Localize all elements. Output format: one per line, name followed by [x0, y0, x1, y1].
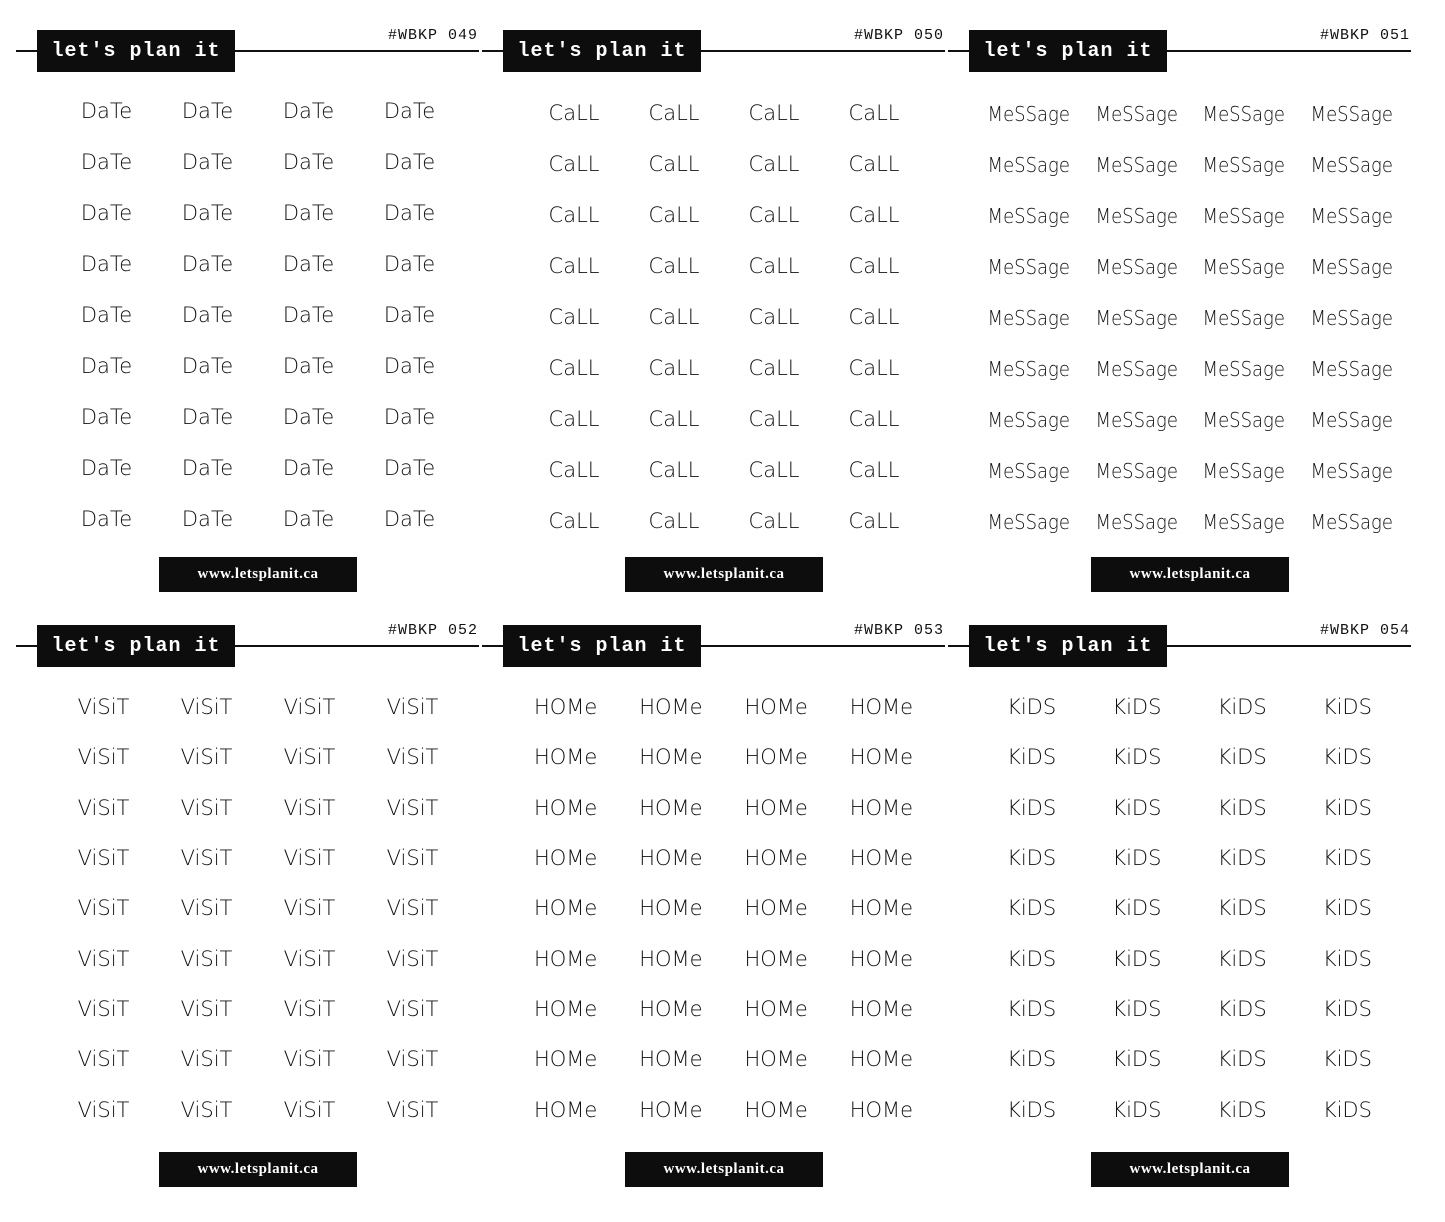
sticker-word: ViSiT	[77, 695, 130, 720]
sticker-word: DaTe	[383, 200, 436, 225]
sticker-word: DaTe	[80, 302, 133, 327]
sticker-word: HOMe	[533, 1097, 598, 1122]
sticker-word: MeSSage	[1095, 407, 1178, 432]
sticker-word: KiDS	[1007, 896, 1057, 921]
sticker-word: MeSSage	[987, 356, 1070, 381]
sticker-word: ViSiT	[386, 946, 439, 971]
sticker-word: MeSSage	[1310, 356, 1393, 381]
website-label: www.letsplanit.ca	[1091, 1152, 1289, 1187]
sticker-word: CaLL	[548, 457, 600, 482]
sticker-grid	[979, 682, 1400, 1135]
sticker-word: KiDS	[1112, 896, 1162, 921]
sticker-word: CaLL	[548, 304, 600, 329]
sticker-word: KiDS	[1112, 946, 1162, 971]
sticker-word: HOMe	[849, 745, 914, 770]
sheet-code: #WBKP 053	[853, 622, 944, 639]
brand-label: let's plan it	[37, 30, 235, 72]
sticker-word: MeSSage	[1095, 254, 1178, 279]
sticker-word: HOMe	[744, 846, 808, 871]
sticker-word: ViSiT	[283, 896, 336, 921]
sticker-word: CaLL	[548, 406, 600, 431]
sticker-word: KiDS	[1112, 996, 1162, 1021]
sticker-word: ViSiT	[77, 795, 130, 820]
sticker-word: KiDS	[1217, 745, 1267, 770]
sticker-word: MeSSage	[987, 509, 1070, 534]
sticker-word: HOMe	[849, 795, 914, 820]
sticker-grid	[56, 85, 460, 544]
sticker-word: KiDS	[1112, 1097, 1162, 1122]
sticker-word: DaTe	[181, 455, 234, 480]
sticker-word: CaLL	[748, 304, 800, 329]
sticker-word: ViSiT	[180, 946, 233, 971]
sticker-sheet-049	[26, 27, 496, 625]
sticker-word: MeSSage	[1202, 509, 1285, 534]
sheet-code: #WBKP 049	[387, 27, 478, 44]
sticker-word: HOMe	[533, 695, 598, 720]
sticker-word: KiDS	[1322, 1097, 1372, 1122]
sticker-word: CaLL	[548, 508, 600, 533]
sticker-word: ViSiT	[77, 896, 130, 921]
sticker-word: ViSiT	[77, 946, 130, 971]
sticker-word: DaTe	[282, 200, 335, 225]
sticker-word: DaTe	[181, 506, 234, 531]
sticker-word: DaTe	[383, 455, 436, 480]
sticker-word: ViSiT	[283, 1097, 336, 1122]
sticker-word: DaTe	[383, 353, 436, 378]
sticker-word: MeSSage	[1310, 458, 1393, 483]
sticker-word: MeSSage	[1095, 305, 1178, 330]
sticker-word: KiDS	[1112, 745, 1162, 770]
sticker-word: HOMe	[744, 745, 808, 770]
sticker-word: ViSiT	[386, 846, 439, 871]
sticker-word: KiDS	[1322, 896, 1372, 921]
sticker-word: DaTe	[383, 302, 436, 327]
sticker-word: KiDS	[1322, 996, 1372, 1021]
sticker-word: HOMe	[533, 1047, 598, 1072]
sticker-word: MeSSage	[1202, 305, 1285, 330]
sticker-word: ViSiT	[77, 996, 130, 1021]
sticker-word: DaTe	[80, 404, 133, 429]
sticker-word: CaLL	[548, 202, 600, 227]
sticker-word: HOMe	[533, 946, 598, 971]
sticker-word: DaTe	[282, 506, 335, 531]
sticker-word: CaLL	[848, 304, 900, 329]
sticker-word: MeSSage	[1202, 254, 1285, 279]
sticker-word: CaLL	[548, 253, 600, 278]
sticker-word: ViSiT	[180, 745, 233, 770]
sticker-grid	[524, 87, 924, 546]
sticker-word: MeSSage	[1202, 152, 1285, 177]
sticker-word: MeSSage	[1095, 458, 1178, 483]
sticker-word: DaTe	[181, 353, 234, 378]
sticker-grid	[52, 682, 464, 1135]
sticker-word: CaLL	[648, 355, 700, 380]
sticker-word: KiDS	[1217, 996, 1267, 1021]
sticker-word: KiDS	[1007, 946, 1057, 971]
sticker-word: ViSiT	[283, 1047, 336, 1072]
sticker-word: HOMe	[849, 846, 914, 871]
website-label: www.letsplanit.ca	[1091, 557, 1289, 592]
sticker-sheet-053	[492, 622, 962, 1220]
sticker-word: KiDS	[1007, 695, 1057, 720]
sticker-word: MeSSage	[1310, 101, 1393, 126]
sticker-word: KiDS	[1322, 1047, 1372, 1072]
sticker-word: KiDS	[1322, 795, 1372, 820]
sticker-word: KiDS	[1217, 1097, 1267, 1122]
sticker-word: MeSSage	[987, 152, 1070, 177]
sticker-word: ViSiT	[180, 846, 233, 871]
sticker-word: HOMe	[639, 795, 703, 820]
sticker-word: KiDS	[1322, 695, 1372, 720]
sticker-word: CaLL	[848, 253, 900, 278]
sticker-grid	[513, 682, 934, 1135]
sticker-word: CaLL	[648, 457, 700, 482]
sticker-word: CaLL	[748, 406, 800, 431]
sticker-word: MeSSage	[1095, 509, 1178, 534]
sticker-word: ViSiT	[180, 896, 233, 921]
sticker-word: MeSSage	[987, 458, 1070, 483]
brand-label: let's plan it	[503, 625, 701, 667]
sticker-word: MeSSage	[1095, 152, 1178, 177]
sticker-word: ViSiT	[180, 1047, 233, 1072]
sticker-word: HOMe	[639, 1097, 703, 1122]
sticker-word: DaTe	[282, 251, 335, 276]
sticker-word: DaTe	[383, 506, 436, 531]
sticker-word: ViSiT	[386, 695, 439, 720]
brand-label: let's plan it	[503, 30, 701, 72]
sticker-word: KiDS	[1007, 1047, 1057, 1072]
sticker-sheet-051	[958, 27, 1428, 625]
sticker-word: HOMe	[744, 946, 808, 971]
sticker-word: CaLL	[548, 355, 600, 380]
sticker-word: DaTe	[383, 149, 436, 174]
sticker-word: HOMe	[533, 896, 598, 921]
brand-label: let's plan it	[969, 625, 1167, 667]
sticker-word: DaTe	[282, 149, 335, 174]
sticker-word: CaLL	[848, 508, 900, 533]
sticker-word: DaTe	[383, 404, 436, 429]
sticker-word: DaTe	[181, 404, 234, 429]
sticker-word: MeSSage	[987, 203, 1070, 228]
sticker-word: HOMe	[849, 695, 914, 720]
sticker-word: CaLL	[648, 253, 700, 278]
sticker-word: KiDS	[1217, 1047, 1267, 1072]
sticker-word: KiDS	[1112, 695, 1162, 720]
sticker-word: KiDS	[1007, 795, 1057, 820]
sheet-code: #WBKP 052	[387, 622, 478, 639]
sticker-word: CaLL	[848, 406, 900, 431]
sticker-word: CaLL	[748, 253, 800, 278]
sheet-code: #WBKP 050	[853, 27, 944, 44]
sticker-word: HOMe	[639, 996, 703, 1021]
sticker-word: CaLL	[648, 406, 700, 431]
sticker-word: KiDS	[1112, 846, 1162, 871]
sticker-word: ViSiT	[77, 1047, 130, 1072]
sticker-word: CaLL	[648, 202, 700, 227]
sticker-word: KiDS	[1112, 795, 1162, 820]
sticker-word: KiDS	[1322, 745, 1372, 770]
sticker-word: KiDS	[1217, 695, 1267, 720]
sticker-word: ViSiT	[283, 846, 336, 871]
sticker-word: HOMe	[639, 896, 703, 921]
sticker-word: DaTe	[282, 302, 335, 327]
sticker-word: HOMe	[849, 1097, 914, 1122]
sticker-word: DaTe	[80, 251, 133, 276]
sticker-word: MeSSage	[1202, 356, 1285, 381]
sticker-word: DaTe	[282, 353, 335, 378]
sticker-word: KiDS	[1217, 946, 1267, 971]
sticker-word: DaTe	[80, 506, 133, 531]
sticker-word: ViSiT	[283, 745, 336, 770]
sticker-word: KiDS	[1322, 946, 1372, 971]
sticker-word: ViSiT	[283, 996, 336, 1021]
sticker-word: CaLL	[848, 151, 900, 176]
brand-label: let's plan it	[37, 625, 235, 667]
sticker-word: DaTe	[181, 200, 234, 225]
sticker-word: HOMe	[744, 795, 808, 820]
sticker-word: ViSiT	[386, 996, 439, 1021]
sticker-word: CaLL	[848, 355, 900, 380]
sticker-word: CaLL	[748, 457, 800, 482]
website-label: www.letsplanit.ca	[159, 557, 357, 592]
sticker-word: DaTe	[383, 251, 436, 276]
sticker-word: HOMe	[744, 896, 808, 921]
sticker-word: HOMe	[849, 896, 914, 921]
sticker-word: HOMe	[849, 946, 914, 971]
sticker-word: MeSSage	[987, 407, 1070, 432]
sticker-word: DaTe	[181, 98, 234, 123]
sticker-word: CaLL	[748, 202, 800, 227]
sticker-sheet-054	[958, 622, 1428, 1220]
sticker-word: MeSSage	[987, 101, 1070, 126]
sticker-word: HOMe	[533, 795, 598, 820]
sticker-word: HOMe	[744, 695, 808, 720]
sticker-word: ViSiT	[386, 745, 439, 770]
sticker-word: CaLL	[548, 100, 600, 125]
website-label: www.letsplanit.ca	[159, 1152, 357, 1187]
sticker-word: ViSiT	[386, 795, 439, 820]
sticker-word: DaTe	[282, 98, 335, 123]
sticker-word: CaLL	[848, 202, 900, 227]
sticker-word: MeSSage	[1095, 203, 1178, 228]
website-label: www.letsplanit.ca	[625, 557, 823, 592]
sticker-word: ViSiT	[180, 1097, 233, 1122]
sticker-word: DaTe	[80, 455, 133, 480]
sticker-word: CaLL	[648, 100, 700, 125]
sticker-word: MeSSage	[1202, 458, 1285, 483]
sticker-word: HOMe	[533, 745, 598, 770]
sticker-word: HOMe	[744, 1097, 808, 1122]
sticker-word: ViSiT	[386, 1097, 439, 1122]
website-label: www.letsplanit.ca	[625, 1152, 823, 1187]
sticker-word: HOMe	[639, 695, 703, 720]
sticker-word: CaLL	[748, 151, 800, 176]
sticker-word: CaLL	[848, 457, 900, 482]
sticker-word: MeSSage	[1310, 305, 1393, 330]
sticker-word: KiDS	[1217, 846, 1267, 871]
sticker-word: HOMe	[533, 846, 598, 871]
sticker-word: DaTe	[282, 404, 335, 429]
sheet-code: #WBKP 054	[1319, 622, 1410, 639]
sticker-word: ViSiT	[180, 695, 233, 720]
sticker-word: CaLL	[648, 151, 700, 176]
sticker-word: MeSSage	[1310, 254, 1393, 279]
sticker-word: DaTe	[383, 98, 436, 123]
sticker-sheet-050	[492, 27, 962, 625]
sticker-word: MeSSage	[1310, 152, 1393, 177]
sticker-word: MeSSage	[1310, 407, 1393, 432]
sticker-word: CaLL	[748, 100, 800, 125]
sticker-word: DaTe	[80, 149, 133, 174]
sticker-word: HOMe	[744, 1047, 808, 1072]
sticker-word: MeSSage	[987, 254, 1070, 279]
sticker-word: MeSSage	[1202, 203, 1285, 228]
sticker-word: MeSSage	[1310, 203, 1393, 228]
sticker-word: HOMe	[639, 946, 703, 971]
sticker-word: ViSiT	[77, 846, 130, 871]
sticker-word: CaLL	[648, 508, 700, 533]
sticker-word: CaLL	[748, 508, 800, 533]
sticker-word: HOMe	[533, 996, 598, 1021]
sticker-word: MeSSage	[1095, 101, 1178, 126]
sticker-word: DaTe	[181, 251, 234, 276]
sheet-code: #WBKP 051	[1319, 27, 1410, 44]
sticker-word: MeSSage	[1202, 101, 1285, 126]
sticker-word: CaLL	[548, 151, 600, 176]
sticker-word: HOMe	[849, 1047, 914, 1072]
sticker-word: ViSiT	[180, 996, 233, 1021]
sticker-word: KiDS	[1217, 795, 1267, 820]
sticker-word: MeSSage	[1310, 509, 1393, 534]
sticker-word: DaTe	[80, 353, 133, 378]
sticker-word: MeSSage	[1202, 407, 1285, 432]
sticker-word: HOMe	[639, 846, 703, 871]
sticker-word: CaLL	[848, 100, 900, 125]
sticker-word: DaTe	[181, 149, 234, 174]
sticker-word: DaTe	[80, 200, 133, 225]
sticker-word: HOMe	[744, 996, 808, 1021]
sticker-sheet-052	[26, 622, 496, 1220]
sticker-word: DaTe	[80, 98, 133, 123]
brand-label: let's plan it	[969, 30, 1167, 72]
sticker-word: KiDS	[1322, 846, 1372, 871]
sticker-grid	[975, 88, 1405, 547]
sticker-word: ViSiT	[283, 946, 336, 971]
sticker-word: ViSiT	[180, 795, 233, 820]
sticker-word: CaLL	[648, 304, 700, 329]
sticker-word: HOMe	[849, 996, 914, 1021]
sticker-word: KiDS	[1217, 896, 1267, 921]
sticker-word: ViSiT	[386, 896, 439, 921]
sticker-word: HOMe	[639, 745, 703, 770]
sticker-word: ViSiT	[386, 1047, 439, 1072]
sticker-word: DaTe	[181, 302, 234, 327]
sticker-word: KiDS	[1007, 996, 1057, 1021]
sticker-word: KiDS	[1007, 745, 1057, 770]
sticker-word: KiDS	[1112, 1047, 1162, 1072]
sticker-word: ViSiT	[77, 745, 130, 770]
sticker-word: HOMe	[639, 1047, 703, 1072]
sticker-word: ViSiT	[77, 1097, 130, 1122]
sticker-word: MeSSage	[987, 305, 1070, 330]
sticker-word: KiDS	[1007, 846, 1057, 871]
sticker-word: CaLL	[748, 355, 800, 380]
sticker-word: ViSiT	[283, 695, 336, 720]
sticker-word: KiDS	[1007, 1097, 1057, 1122]
sticker-word: DaTe	[282, 455, 335, 480]
sticker-word: MeSSage	[1095, 356, 1178, 381]
sticker-word: ViSiT	[283, 795, 336, 820]
